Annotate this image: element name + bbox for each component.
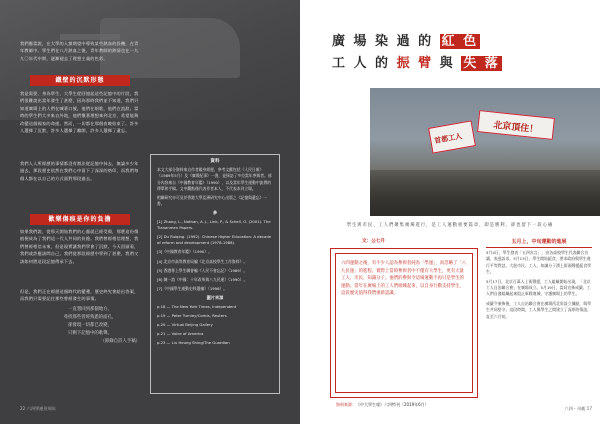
reference-item: [3]《中國教育年鑑》（1990）。 <box>157 249 212 255</box>
credit-item: p.19 — Peter Turnley/Corbis, Reuters <box>157 312 227 318</box>
right-page <box>300 0 600 424</box>
headline-highlight: 紅 色 <box>441 34 479 49</box>
sidebar-column <box>486 250 592 323</box>
source-label: 資料來源： <box>336 402 356 407</box>
notes-text: 本文大部分資料來自作者親身經歷，參考文獻包括《人民日報》（1989年5月）及《廣場紀事》一書，並採訪了多位當年參與者。部分內容來自《中國教育年鑑》（1990），以及當年學生運動中流傳的傳單和手稿。文中觀點僅代表作者本人，不代表本刊立場。 <box>157 167 272 191</box>
references-heading: 參 <box>212 210 218 216</box>
headline-highlight: 失 落 <box>463 56 500 71</box>
poem-line: 一直想回到那個地方， <box>68 307 112 312</box>
notes-title: 資料 <box>210 159 220 164</box>
column-paragraph: 5月4日，學生發表「五四宣言」，由各高校學生代表聯合宣讀，表達訴求。5月13日，學生開始絕食，要求政府與學生進行平等對話。大批市民、工人、知識分子湧上街頭聲援絕食學生。 <box>486 250 592 275</box>
reference-item: [5] 香港專上學生聯會編《人民不會忘記》（1989）。 <box>157 267 248 273</box>
left-folio: 22 六四學運卅周年 <box>20 406 56 411</box>
headline-line-1 <box>332 30 480 49</box>
credit-item: p.23 — Liu Heung Shing/The Guardian <box>157 340 230 346</box>
reference-item: [2] Du Ruiqing. (1992). Chinese Higher Education: A decade of reform and development (1978-1988). <box>157 234 272 246</box>
headline-text: 工 人 的 <box>332 56 391 71</box>
source-note <box>336 402 429 408</box>
intro-text: 我們應當說，在大學的入黨期望中導致某些熱血的投機，在青年教師中。學生們在八月熱血之後，青年教師的熱情也在一九九〇年代中期，逐漸褪去了理想主義的色彩。 <box>20 41 139 61</box>
banner-text: 北京頂住！ <box>492 120 539 136</box>
poem-line: 只剩下記憶中的歌聲。 <box>68 331 112 336</box>
banner-sign <box>477 110 555 140</box>
banner-text: 首都工人 <box>433 131 463 146</box>
headline-text: 廣 場 染 過 的 <box>332 34 434 49</box>
reference-item: [7]《中國學生運動史料選編》（1996）。 <box>157 286 228 292</box>
reference-item: [1] Zhang, L., Nathan, A. J., Link, P., & Schell, O. (2001). The Tiananmen Papers. <box>157 218 271 230</box>
credits-heading: 圖片來源 <box>206 295 224 301</box>
poem-block <box>40 306 140 346</box>
headline-text: 與 <box>439 56 455 71</box>
right-folio: 六四・卅載 17 <box>564 406 592 411</box>
section-body-1: 我是需要，身為學生，大學生從回憶起這些記憶中的片段，我們很難說出當年發生了甚麼，因為那時我們並不知道，我們只知道廣場上的人們在喊著口號，他們在唱歌，他們在流淚。當時的學生們大多來自外地，他們懷著理想來到北京，希望能夠改變這個國家的命運。然而，一切都在那個夜晚結束了。許多人選擇了沉默，許多人選擇了離開，許多人選擇了遺忘。 <box>20 91 139 134</box>
pull-quote-text: 六四運動之後，有不少人認為參與者純為「學運」，而忽略了「八九民運」的進程。實際上當時參與者中不僅有大學生，更有大量工人、市民、知識分子。他們的參與令這場運動不再只是學生的運動。當年在廣場上的工人們組織起來，以自身行動支持學生，這段歷史值得我們重新認識。 <box>335 253 473 393</box>
sidebar-heading: 五月上，中旬運動的進展 <box>486 238 592 248</box>
closing-text: 但是，我們正在經歷這個時代的變遷，歷史終究會給出答案，而我們只需要記住那些曾經發生的事情。 <box>20 289 139 302</box>
poem-line: 卻發現一切都已改變， <box>68 323 112 328</box>
column-paragraph: 5月17日，北京百萬人上街聲援，工人組織開始出現，「北京工人自治聯合會」在廣場成立。5月19日，當局宣佈戒嚴，工人們自發組織起來阻止軍隊進城，守護廣場上的學生。 <box>486 278 591 297</box>
credit-item: p.20 — Virtual Beijing Gallery <box>157 322 213 328</box>
headline-line-2 <box>332 52 502 71</box>
notes-box <box>150 154 280 394</box>
banner-sign <box>428 120 476 153</box>
credit-item: p.21 — Voice of America <box>157 331 204 337</box>
protest-photo <box>370 88 600 216</box>
section-heading-2: 歡樂傷痕是你的負擔 <box>30 214 130 225</box>
reference-item: [6] 陳一諮《中國：十年改革與八九民運》（1990）。 <box>157 277 248 283</box>
column-paragraph: 戒嚴令頒佈後，工人自治聯合會在廣場西北角設立據點，與學生共同堅守。這段時間，工人與學生之間建立了深厚的情誼，直至六月初。 <box>486 300 592 319</box>
credit-item: p.18 — The New York Times, Independent <box>157 303 237 309</box>
crowd <box>370 170 600 216</box>
poem-line: 尋找那些曾經熟悉的面孔， <box>63 315 117 320</box>
source-text: 《中大學生報》六四特刊（2019年6月） <box>356 402 429 407</box>
photo-caption: 學生與市民、工人們聚集廣場遊行，是工人運動重要篇章，即是勝利，卻也留下一段心痛 <box>346 223 554 228</box>
pull-quote-box <box>330 248 478 398</box>
section-heading-1: 鐵壁的沉默形態 <box>30 75 130 86</box>
byline: 文：公七升 <box>362 239 385 244</box>
middle-text: 我們人人所經歷的事情都沒有辦法從記憶中抹去，無論多少年過去，那段歷史依然在我們心中留下了深深的烙印，而我們每個人都在以自己的方式面對那段過去。 <box>20 161 139 181</box>
headline-red-text: 振 臂 <box>396 56 434 71</box>
notes-text: 相關研究亦可見於香港大學亞洲研究中心出版之《記憶與遺忘》一書。 <box>157 195 268 207</box>
section-body-2: 如果我們說，從那天開始我們的心靈就已經受傷，那麼這份傷痕便成為了我們這一代人共同的負擔。我們曾經相信理想，我們曾經相信未來，但是現實讓我們學會了沉默。今天回頭看，我們或許應該問自己，我們從那段經歷中學到了甚麼，我們又該如何將這段記憶傳承下去。 <box>20 229 139 264</box>
reference-item: [4] 北京市高等教育局編《北京高校學生工作資料》。 <box>157 258 248 264</box>
poem-source: （節錄自詩人手稿） <box>100 339 140 344</box>
